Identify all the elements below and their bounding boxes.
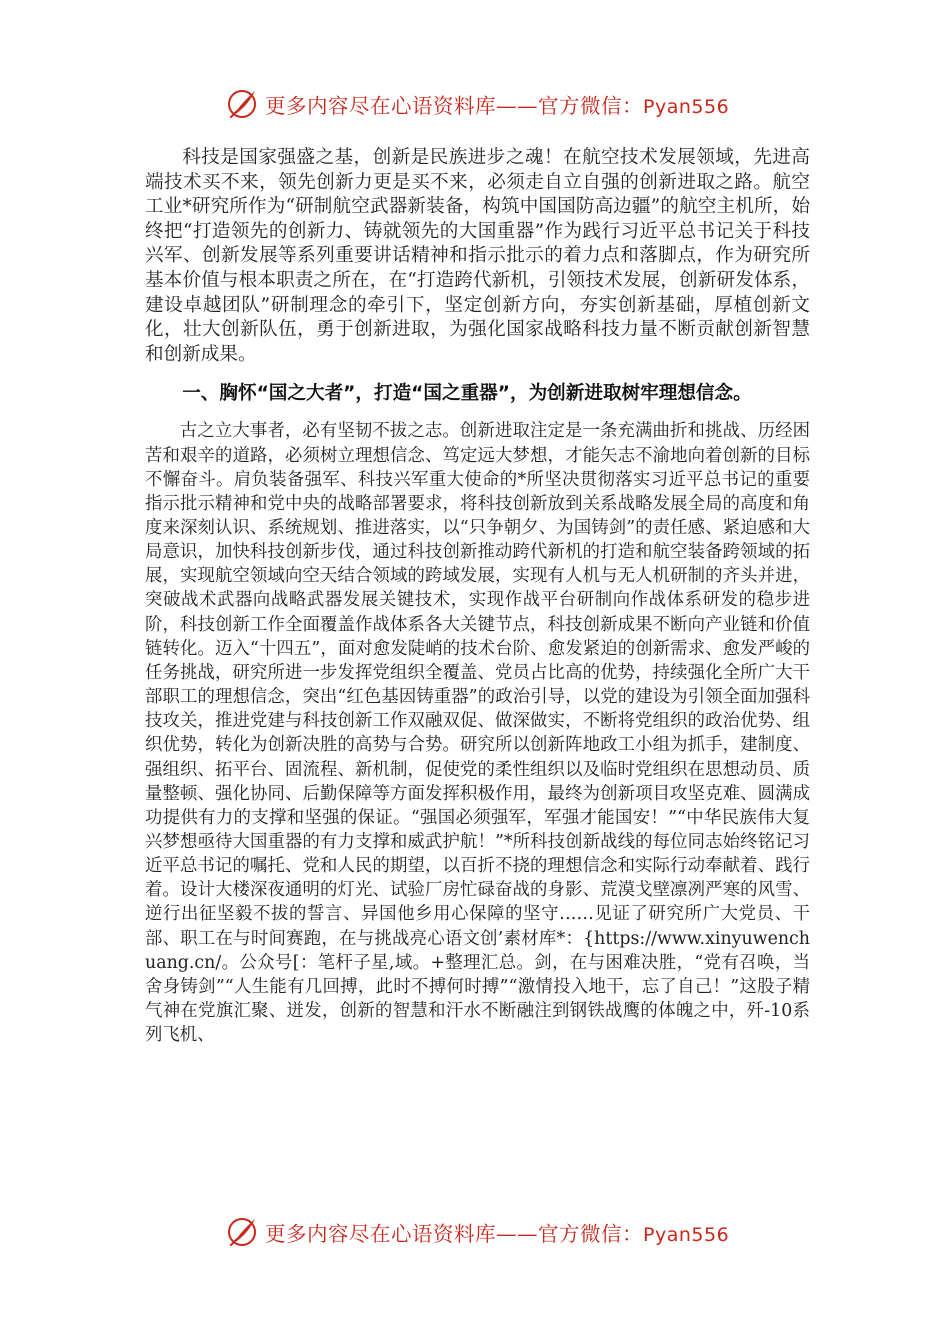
wechat-id: Pyan556 [643, 1224, 730, 1246]
section-heading: 一、胸怀“国之大者”，打造“国之重器”，为创新进取树牢理想信念。 [182, 383, 752, 405]
quill-pen-icon [225, 87, 259, 121]
intro-paragraph: 科技是国家强盛之基，创新是民族进步之魂！在航空技术发展领域，先进高端技术买不来，领先创新力更是买不来，必须走自立自强的创新进取之路。航空工业*研究所作为“研制航空武器新装备，构筑中国国防高边疆”的航空主机所，始终把“打造领先的创新力、铸就领先的大国重器”作为践行习近平总书记关于科技兴军、创新发展等系列重要讲话精神和指示批示的着力点和落脚点，作为研究所基本价值与根本职责之所在，在“打造跨代新机，引领技术发展，创新研发体系，建设卓越团队”研制理念的牵引下，坚定创新方向，夯实创新基础，厚植创新文化，壮大创新队伍，勇于创新进取，为强化国家战略科技力量不断贡献创新智慧和创新成果。 [145, 147, 810, 365]
wechat-id: Pyan556 [643, 96, 730, 118]
quill-pen-icon [225, 1215, 259, 1249]
header-banner [225, 84, 745, 124]
footer-banner [225, 1212, 745, 1252]
section-paragraph: 古之立大事者，必有坚韧不拔之志。创新进取注定是一条充满曲折和挑战、历经困苦和艰辛的道路，必须树立理想信念、笃定远大梦想，才能矢志不渝地向着创新的目标不懈奋斗。肩负装备强军、科技兴军重大使命的*所坚决贯彻落实习近平总书记的重要指示批示精神和党中央的战略部署要求，将科技创新放到关系战略发展全局的高度和角度来深刻认识、系统规划、推进落实，以“只争朝夕、为国铸剑”的责任感、紧迫感和大局意识，加快科技创新步伐，通过科技创新推动跨代新机的打造和航空装备跨领域的拓展，实现航空领域向空天结合领域的跨域发展，实现有人机与无人机研制的齐头并进，突破战术武器向战略武器发展关键技术，实现作战平台研制向作战体系研发的稳步进阶，科技创新工作全面覆盖作战体系各大关键节点，科技创新成果不断向产业链和价值链转化。迈入“十四五”，面对愈发陡峭的技术台阶、愈发紧迫的创新需求、愈发严峻的任务挑战，研究所进一步发挥党组织全覆盖、党员占比高的优势，持续强化全所广大干部职工的理想信念，突出“红色基因铸重器”的政治引导，以党的建设为引领全面加强科技攻关，推进党建与科技创新工作双融双促、做深做实，不断将党组织的政治优势、组织优势，转化为创新决胜的高势与合势。研究所以创新阵地政工小组为抓手，建制度、强组织、拓平台、固流程、新机制，促使党的柔性组织以及临时党组织在思想动员、质量整顿、强化协同、后勤保障等方面发挥积极作用，最终为创新项目攻坚克难、圆满成功提供有力的支撑和坚强的保证。“强国必须强军，军强才能国安！”“中华民族伟大复兴梦想亟待大国重器的有力支撑和威武护航！”*所科技创新战线的每位同志始终铭记习近平总书记的嘱托、党和人民的期望，以百折不挠的理想信念和实际行动奉献着、践行着。设计大楼深夜通明的灯光、试验厂房忙碌奋战的身影、荒漠戈壁凛冽严寒的风雪、逆行出征坚毅不拔的誓言、异国他乡用心保障的坚守……见证了研究所广大党员、干部、职工在与时间赛跑，在与挑战亮心语文创’素材库*：{https://www.xinyuwenchuang.cn/。公众号[：笔杆子星,域。+整理汇总。剑，在与困难决胜，“党有召唤，当舍身铸剑”“人生能有几回搏，此时不搏何时搏”“激情投入地干，忘了自己！”这股子精气神在党旗汇聚、迸发，创新的智慧和汗水不断融注到钢铁战鹰的体魄之中，歼-10系列飞机、 [145, 421, 810, 1046]
banner-text: 更多内容尽在心语资料库——官方微信：Pyan556 [265, 94, 730, 118]
document-body [145, 146, 810, 1047]
banner-text: 更多内容尽在心语资料库——官方微信：Pyan556 [265, 1222, 730, 1246]
